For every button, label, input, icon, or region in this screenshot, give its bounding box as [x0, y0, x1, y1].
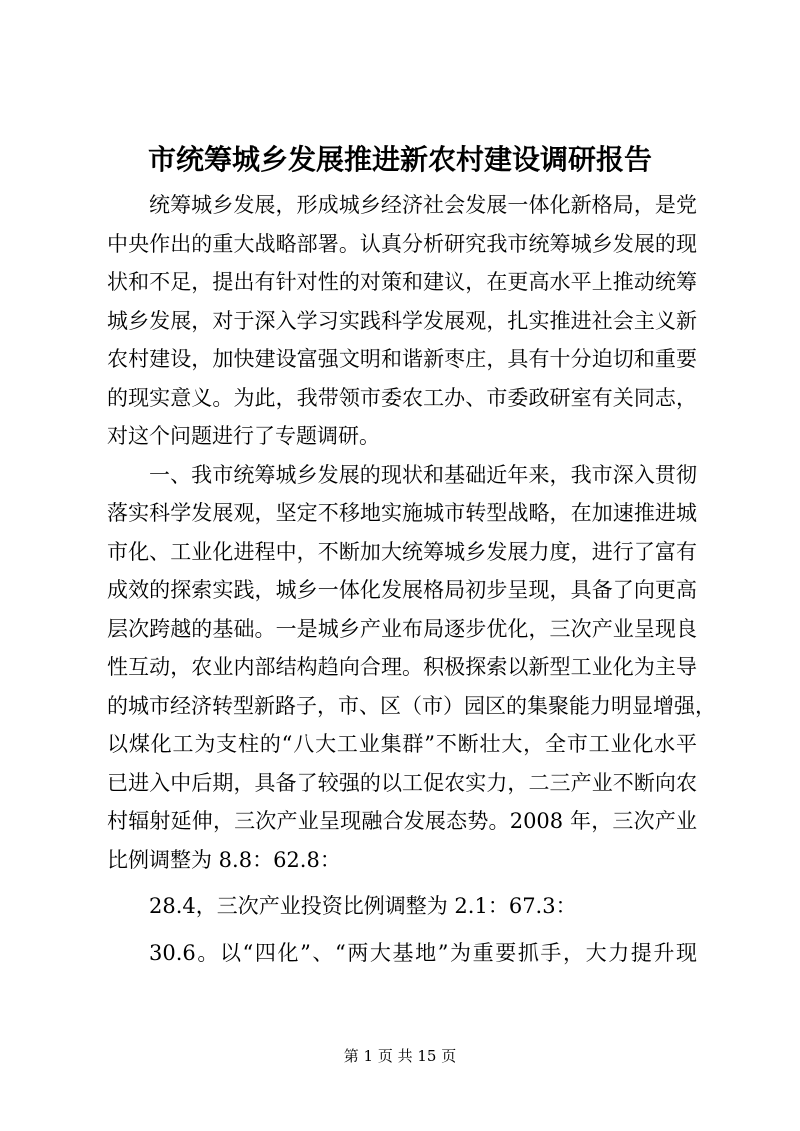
page-number: 第 1 页 共 15 页	[343, 1047, 457, 1065]
body-line: 成效的探索实践，城乡一体化发展格局初步呈现，具备了向更高	[107, 578, 697, 602]
document-title: 市统筹城乡发展推进新农村建设调研报告	[147, 143, 652, 176]
body-line: 市化、工业化进程中，不断加大统筹城乡发展力度，进行了富有	[107, 539, 697, 564]
body-line: 已进入中后期，具备了较强的以工促农实力，二三产业不断向农	[107, 770, 697, 795]
body-line: 的城市经济转型新路子，市、区（市）园区的集聚能力明显增强，	[107, 693, 716, 718]
body-line: 性互动，农业内部结构趋向合理。积极探索以新型工业化为主导	[107, 655, 697, 679]
body-line: 一、我市统筹城乡发展的现状和基础近年来，我市深入贯彻	[149, 462, 697, 487]
body-line: 农村建设，加快建设富强文明和谐新枣庄，具有十分迫切和重要	[107, 347, 697, 371]
body-line: 落实科学发展观，坚定不移地实施城市转型战略，在加速推进城	[107, 501, 697, 525]
body-line: 的现实意义。为此，我带领市委农工办、市委政研室有关同志，	[107, 385, 697, 410]
body-line: 28.4，三次产业投资比例调整为 2.1：67.3：	[149, 894, 577, 918]
body-line: 层次跨越的基础。一是城乡产业布局逐步优化，三次产业呈现良	[107, 616, 697, 641]
body-line: 统筹城乡发展，形成城乡经济社会发展一体化新格局，是党	[149, 193, 697, 217]
document-body	[107, 186, 716, 972]
body-line: 状和不足，提出有针对性的对策和建议，在更高水平上推动统筹	[107, 270, 697, 294]
body-line: 30.6。以“四化”、“两大基地”为重要抓手，大力提升现	[149, 940, 697, 965]
body-line: 城乡发展，对于深入学习实践科学发展观，扎实推进社会主义新	[107, 308, 697, 333]
body-line: 对这个问题进行了专题调研。	[107, 424, 380, 448]
body-line: 中央作出的重大战略部署。认真分析研究我市统筹城乡发展的现	[107, 231, 697, 256]
body-line: 比例调整为 8.8：62.8：	[107, 847, 341, 872]
body-line: 以煤化工为支柱的“八大工业集群”不断壮大，全市工业化水平	[107, 732, 697, 756]
body-line: 村辐射延伸，三次产业呈现融合发展态势。2008 年，三次产业	[107, 809, 697, 833]
